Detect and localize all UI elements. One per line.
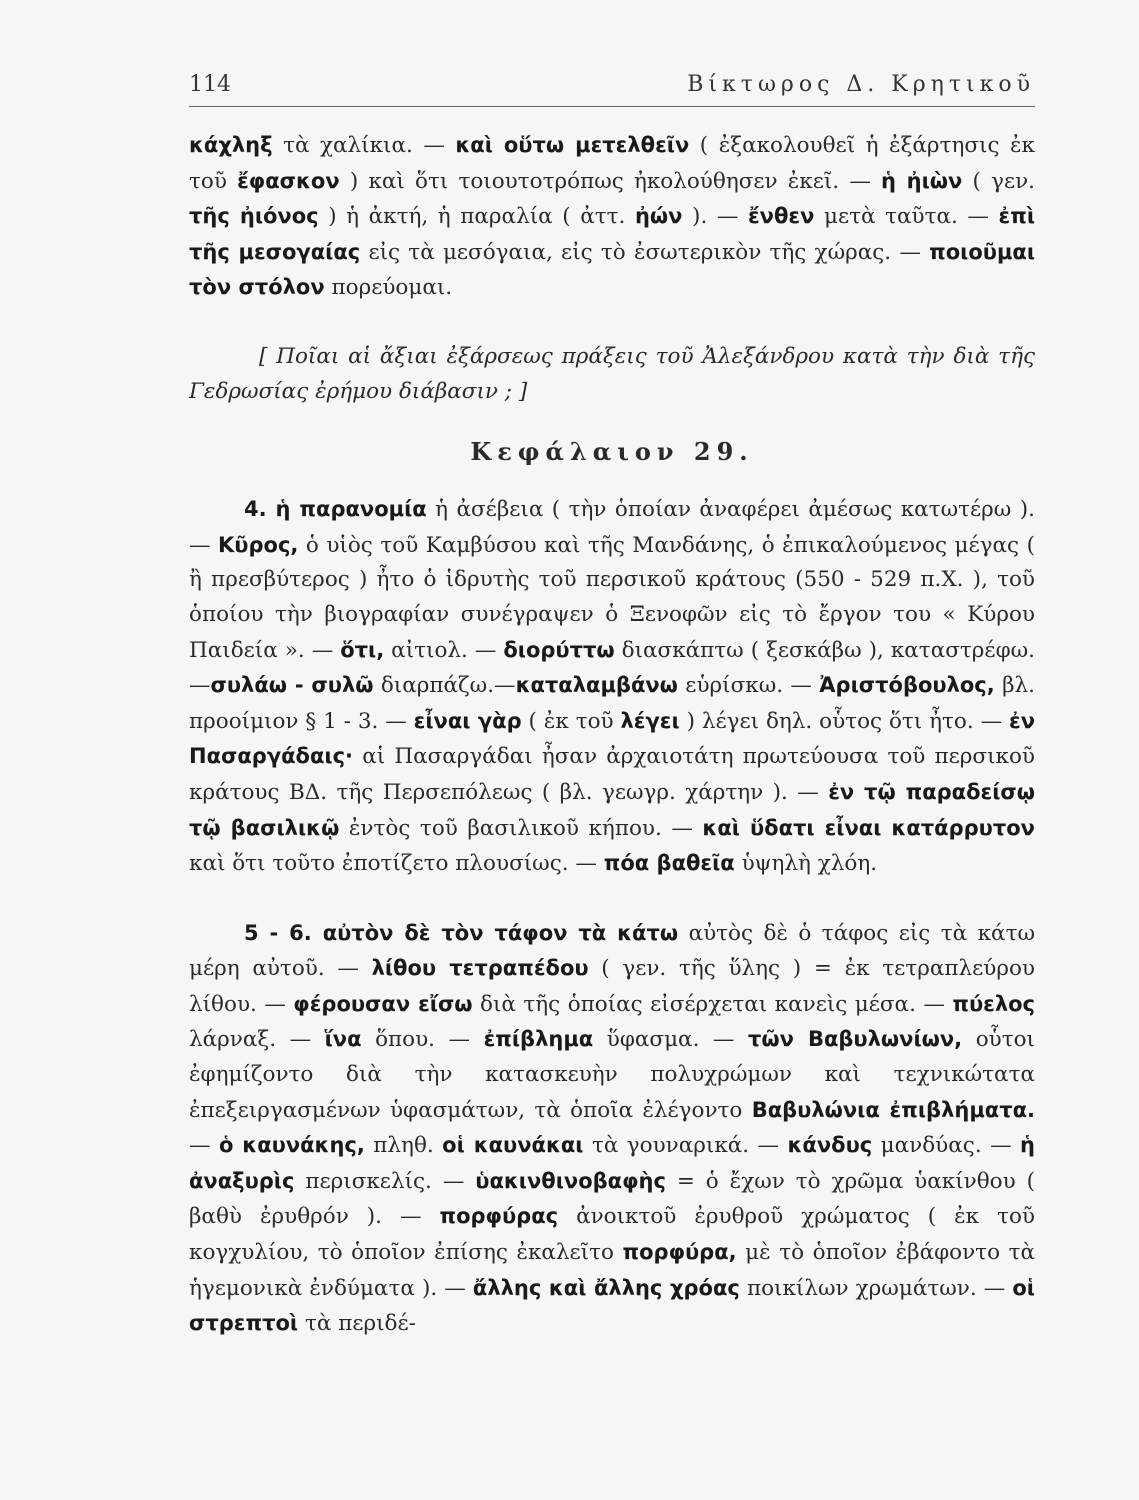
text: ( γεν. bbox=[962, 168, 1036, 194]
term: καταλαμβάνω bbox=[515, 673, 678, 698]
term: ἄλλης καὶ ἄλλης χρόας bbox=[472, 1275, 740, 1300]
chapter-heading: Κεφάλαιον 29. bbox=[470, 437, 754, 467]
text: ἐντὸς τοῦ βασιλικοῦ κήπου. — bbox=[339, 815, 703, 841]
term: Βαβυλώνια ἐπιβλήματα. bbox=[751, 1097, 1036, 1122]
text: = ὁ ἔχων τὸ χρῶμα ὑακίνθου ( βαθὺ ἐρυθρόν ). — bbox=[189, 1168, 1035, 1230]
text: μετὰ ταῦτα. — bbox=[814, 204, 999, 230]
text: ὁ υἱὸς τοῦ Καμβύσου καὶ τῆς Μανδάνης, ὁ ἐπικαλούμενος μέγας ( ἢ πρεσβύτερος ) ἦτο ὁ ἱδρυτὴς τοῦ περσικοῦ κράτους (550 - 529 π.Χ. ), τοῦ ὁποίου τὴν βιογραφίαν συνέγραψεν ὁ Ξενοφῶν εἰς τὸ ἔργον του « Κύρου Παιδεία ». — bbox=[189, 532, 1035, 663]
text: εὑρίσκω. — bbox=[677, 673, 820, 699]
term: 5 - 6. αὐτὸν δὲ τὸν τάφον τὰ κάτω bbox=[244, 920, 679, 945]
text: τὰ γουναρικά. — bbox=[583, 1133, 788, 1159]
term: Ἀριστόβουλος, bbox=[819, 673, 995, 698]
term: πόα βαθεῖα bbox=[603, 851, 735, 876]
text: τὰ χαλίκια. — bbox=[272, 133, 456, 158]
question-paragraph: [ Ποῖαι αἱ ἄξιαι ἐξάρσεως πράξεις τοῦ Ἀλεξάνδρου κατὰ τὴν διὰ τῆς Γεδρωσίας ἐρήμου διάβασιν ; ] bbox=[189, 343, 1035, 404]
text: ) ἡ ἀκτή, ἡ παραλία ( ἀττ. bbox=[318, 204, 635, 230]
text: μὲ τὸ ὁποῖον ἐβάφοντο τὰ ἡγεμονικὰ ἐνδύματα ). — bbox=[189, 1240, 1035, 1301]
term: συλάω - συλῶ bbox=[210, 673, 374, 698]
text: ποικίλων χρωμάτων. — bbox=[739, 1275, 1013, 1301]
term: ἐπίβλημα bbox=[483, 1027, 594, 1052]
term: ἔνθεν bbox=[747, 204, 815, 229]
text: ( ἐξακολουθεῖ ἡ ἐξάρτησις ἐκ τοῦ bbox=[189, 133, 1035, 194]
text: εἰς τὰ μεσόγαια, εἰς τὸ ἐσωτερικὸν τῆς χώρας. — bbox=[360, 239, 930, 265]
term: ἠών bbox=[634, 204, 683, 229]
text: μανδύας. — bbox=[872, 1133, 1021, 1159]
paragraph-gap bbox=[189, 882, 1035, 916]
text: ἡ ἀσέβεια ( τὴν ὁποίαν ἀναφέρει ἀμέσως κατωτέρω ). — bbox=[189, 497, 1035, 558]
text: αἱ Πασαργάδαι ἦσαν ἀρχαιοτάτη πρωτεύουσα τοῦ περσικοῦ κράτους ΒΔ. τῆς Περσεπόλεως ( βλ. γεωγρ. χάρτην ). — bbox=[189, 744, 1035, 805]
text: περισκελίς. — bbox=[294, 1168, 476, 1194]
text: ὑψηλὴ χλόη. bbox=[734, 851, 878, 877]
paragraph-1 bbox=[189, 128, 1035, 306]
term: πορφύρας bbox=[439, 1204, 559, 1229]
text: τὰ περιδέ- bbox=[298, 1311, 416, 1337]
text: διαρπάζω.— bbox=[373, 673, 516, 699]
text: ὕφασμα. — bbox=[593, 1027, 748, 1053]
page-body bbox=[189, 128, 1035, 1342]
term: καὶ ὕδατι εἶναι κατάρρυτον bbox=[702, 815, 1035, 840]
text: πληθ. bbox=[364, 1133, 443, 1159]
term: ὅτι, bbox=[340, 637, 385, 662]
term: ἡ ἠιὼν bbox=[881, 168, 963, 193]
term: 4. ἡ παρανομία bbox=[244, 497, 427, 522]
text: αἰτιολ. — bbox=[384, 637, 504, 663]
text: ). — bbox=[682, 204, 748, 230]
page-number: 114 bbox=[189, 72, 231, 97]
text: διασκάπτω ( ξεσκάβω ), καταστρέφω.— bbox=[189, 637, 1035, 699]
term: οἱ στρεπτοὶ bbox=[189, 1275, 1035, 1336]
term: κάχληξ bbox=[189, 133, 273, 157]
text: ) καὶ ὅτι τοιουτοτρόπως ἠκολούθησεν ἐκεῖ. — bbox=[339, 168, 882, 194]
term: ἵνα bbox=[324, 1027, 362, 1052]
paragraph-2 bbox=[189, 492, 1035, 882]
text: λάρναξ. — bbox=[189, 1027, 325, 1053]
term: ποιοῦμαι τὸν στόλον bbox=[189, 239, 1036, 300]
term: κάνδυς bbox=[787, 1133, 873, 1158]
term: τῆς ἠιόνος bbox=[189, 204, 319, 229]
term: διορύττω bbox=[503, 637, 615, 662]
term: φέρουσαν εἴσω bbox=[293, 991, 473, 1016]
running-head: Βίκτωρος Δ. Κρητικοῦ bbox=[687, 72, 1035, 97]
term: πύελος bbox=[952, 991, 1036, 1016]
term: λέγει bbox=[620, 708, 680, 733]
paragraph-3 bbox=[189, 916, 1035, 1342]
text: καὶ ὅτι τοῦτο ἐποτίζετο πλουσίως. — bbox=[189, 851, 604, 877]
term: ἐπὶ τῆς μεσογαίας bbox=[189, 204, 1035, 264]
text: ὅπου. — bbox=[361, 1027, 484, 1053]
term: πορφύρα, bbox=[622, 1240, 737, 1265]
term: ἐν τῷ παραδείσῳ τῷ βασιλικῷ bbox=[189, 779, 1035, 840]
term: οἱ καυνάκαι bbox=[442, 1133, 584, 1158]
term: ἐν Πασαργάδαις· bbox=[189, 708, 1036, 769]
text: ) λέγει δηλ. οὗτος ὅτι ἦτο. — bbox=[679, 708, 1010, 734]
text: διὰ τῆς ὁποίας εἰσέρχεται κανεὶς μέσα. — bbox=[472, 991, 953, 1017]
term: ὑακινθινοβαφὴς bbox=[475, 1168, 666, 1193]
text: ( γεν. τῆς ὕλης ) = ἐκ τετραπλεύρου λίθου. — bbox=[189, 956, 1035, 1017]
term: ὁ καυνάκης, bbox=[218, 1133, 365, 1158]
term: ἔφασκον bbox=[237, 168, 340, 193]
text: ἀνοικτοῦ ἐρυθροῦ χρώματος ( ἐκ τοῦ κογχυλίου, τὸ ὁποῖον ἐπίσης ἐκαλεῖτο bbox=[189, 1204, 1035, 1266]
term: τῶν Βαβυλωνίων, bbox=[747, 1027, 963, 1052]
term: λίθου τετραπέδου bbox=[371, 956, 589, 981]
term: ἡ ἀναξυρὶς bbox=[189, 1133, 1035, 1193]
text: οὗτοι ἐφημίζοντο διὰ τὴν κατασκευὴν πολυχρώμων καὶ τεχνικώτατα ἐπεξειργασμένων ὑφασμάτων, τὰ ὁποῖα ἐλέγοντο bbox=[189, 1027, 1035, 1123]
term: Κῦρος, bbox=[218, 532, 299, 557]
text: — bbox=[189, 1133, 219, 1159]
text: βλ. προοίμιον § 1 - 3. — bbox=[189, 673, 1035, 734]
page-header bbox=[189, 72, 1035, 107]
term: καὶ οὕτω μετελθεῖν bbox=[455, 133, 690, 157]
term: εἶναι γὰρ bbox=[413, 708, 522, 733]
text: πορεύομαι. bbox=[324, 275, 453, 301]
text: αὐτὸς δὲ ὁ τάφος εἰς τὰ κάτω μέρη αὐτοῦ. — bbox=[189, 920, 1036, 982]
text: ( ἐκ τοῦ bbox=[521, 708, 621, 734]
